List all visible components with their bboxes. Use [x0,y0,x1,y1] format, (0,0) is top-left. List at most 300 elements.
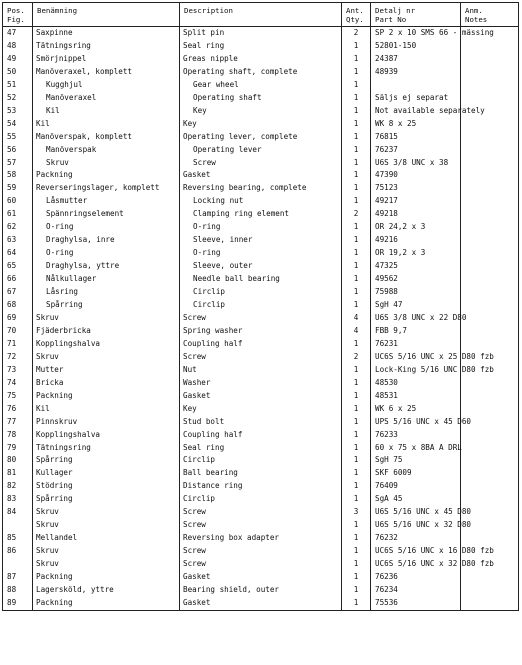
table-row [3,195,519,208]
row-qty: 3 [342,506,371,519]
row-description: Screw [180,157,342,170]
row-notes [461,597,519,610]
table-row [3,312,519,325]
table-header-row [3,3,519,27]
row-part-no: 75123 [371,182,461,195]
row-swedish-name: Kil [33,403,180,416]
table-row [3,338,519,351]
row-pos: 50 [7,66,17,76]
row-description: Gasket [180,169,342,182]
row-qty: 1 [342,377,371,390]
row-description: Distance ring [180,480,342,493]
row-part-no: Säljs ej separat [371,92,461,105]
row-qty: 1 [342,545,371,558]
row-qty: 1 [342,480,371,493]
row-notes [461,429,519,442]
row-description: Ball bearing [180,467,342,480]
row-pos: 52 [7,92,17,102]
row-notes [461,208,519,221]
row-description: Screw [180,519,342,532]
table-body [3,27,519,611]
row-part-no: 48939 [371,66,461,79]
row-description: Gear wheel [180,79,342,92]
table-row [3,53,519,66]
row-notes [461,286,519,299]
row-part-no: Not available separately [371,105,461,118]
row-description: Circlip [180,454,342,467]
table-row [3,208,519,221]
row-part-no: UC6S 5/16 UNC x 32 D80 fzb [371,558,461,571]
row-notes [461,325,519,338]
row-part-no: 75988 [371,286,461,299]
row-description: Screw [180,558,342,571]
row-notes [461,53,519,66]
row-pos: 64 [7,248,17,258]
row-qty: 1 [342,429,371,442]
row-pos: 80 [7,455,17,465]
row-pos: 49 [7,53,17,63]
row-notes [461,442,519,455]
row-qty: 1 [342,92,371,105]
row-swedish-name: Skruv [33,519,180,532]
table-row [3,545,519,558]
row-part-no: 24387 [371,53,461,66]
row-description: O-ring [180,247,342,260]
row-swedish-name: Tätningsring [33,442,180,455]
row-pos: 69 [7,312,17,322]
row-swedish-name: Draghylsa, yttre [33,260,180,273]
row-pos: 58 [7,170,17,180]
row-pos: 86 [7,546,17,556]
row-description: Key [180,118,342,131]
row-description: Locking nut [180,195,342,208]
table-row [3,66,519,79]
row-pos [3,558,33,571]
table-row [3,273,519,286]
row-pos [3,519,33,532]
row-qty: 1 [342,519,371,532]
table-row [3,506,519,519]
row-pos: 89 [7,597,17,607]
row-part-no: 49562 [371,273,461,286]
row-notes [461,131,519,144]
row-part-no: 76409 [371,480,461,493]
row-qty: 1 [342,403,371,416]
row-qty: 1 [342,338,371,351]
row-swedish-name: Manöverspak [33,144,180,157]
table-row [3,364,519,377]
row-part-no: 76234 [371,584,461,597]
row-qty: 1 [342,416,371,429]
row-description: Stud bolt [180,416,342,429]
table-row [3,493,519,506]
row-description: Reversing box adapter [180,532,342,545]
row-part-no: 75536 [371,597,461,610]
row-pos: 81 [7,468,17,478]
row-notes [461,92,519,105]
row-qty: 1 [342,182,371,195]
row-qty: 1 [342,53,371,66]
row-description: O-ring [180,221,342,234]
row-description: Key [180,105,342,118]
row-qty: 4 [342,312,371,325]
row-description: Coupling half [180,338,342,351]
row-description: Sleeve, inner [180,234,342,247]
row-description: Circlip [180,286,342,299]
row-description: Gasket [180,571,342,584]
row-part-no: 49217 [371,195,461,208]
table-row [3,532,519,545]
row-swedish-name: O-ring [33,247,180,260]
table-row [3,558,519,571]
row-swedish-name: Manöverspak, komplett [33,131,180,144]
table-row [3,169,519,182]
table-row [3,480,519,493]
row-swedish-name: Kugghjul [33,79,180,92]
table-row [3,351,519,364]
row-description: Gasket [180,390,342,403]
row-description: Operating lever [180,144,342,157]
row-part-no: UC6S 5/16 UNC x 16 D80 fzb [371,545,461,558]
row-description: Operating shaft, complete [180,66,342,79]
row-description: Circlip [180,299,342,312]
row-description: Reversing bearing, complete [180,182,342,195]
row-pos: 71 [7,338,17,348]
header-swedish-name: Benämning [33,3,180,27]
row-description: Screw [180,506,342,519]
table-row [3,454,519,467]
row-pos: 63 [7,235,17,245]
row-swedish-name: Skruv [33,506,180,519]
row-part-no: 52801-150 [371,40,461,53]
table-row [3,144,519,157]
header-notes: Anm. Notes [461,3,519,27]
row-swedish-name: Manöveraxel [33,92,180,105]
row-qty: 1 [342,105,371,118]
row-part-no: SKF 6009 [371,467,461,480]
row-qty: 1 [342,131,371,144]
row-part-no: 76237 [371,144,461,157]
row-qty: 1 [342,247,371,260]
row-description: Circlip [180,493,342,506]
row-qty: 1 [342,79,371,92]
row-part-no: 47390 [371,169,461,182]
row-part-no: UC6S 5/16 UNC x 25 D80 fzb [371,351,461,364]
row-notes [461,377,519,390]
row-notes [461,299,519,312]
row-notes [461,79,519,92]
row-qty: 1 [342,234,371,247]
row-description: Screw [180,351,342,364]
row-description: Greas nipple [180,53,342,66]
row-swedish-name: Nålkullager [33,273,180,286]
row-part-no: 48531 [371,390,461,403]
row-qty: 2 [342,208,371,221]
row-description: Seal ring [180,40,342,53]
table-row [3,79,519,92]
table-row [3,182,519,195]
row-swedish-name: Skruv [33,351,180,364]
row-notes [461,144,519,157]
row-description: Gasket [180,597,342,610]
row-description: Coupling half [180,429,342,442]
row-part-no: 76236 [371,571,461,584]
table-row [3,260,519,273]
row-qty: 1 [342,532,371,545]
row-swedish-name: Spännringselement [33,208,180,221]
row-notes [461,571,519,584]
row-notes [461,454,519,467]
row-part-no: SgH 47 [371,299,461,312]
row-description: Bearing shield, outer [180,584,342,597]
row-part-no: 76233 [371,429,461,442]
row-swedish-name: Skruv [33,545,180,558]
row-description: Key [180,403,342,416]
row-description: Clamping ring element [180,208,342,221]
row-pos: 61 [7,209,17,219]
table-row [3,597,519,610]
row-pos: 60 [7,196,17,206]
row-part-no: U6S 3/8 UNC x 38 [371,157,461,170]
table-row [3,325,519,338]
row-pos: 53 [7,105,17,115]
row-pos: 66 [7,274,17,284]
parts-table [2,2,519,611]
row-pos: 74 [7,377,17,387]
row-description: Seal ring [180,442,342,455]
row-qty: 1 [342,169,371,182]
row-part-no: FBB 9,7 [371,325,461,338]
row-notes [461,584,519,597]
table-row [3,286,519,299]
row-pos: 72 [7,351,17,361]
row-swedish-name: Reverseringslager, komplett [33,182,180,195]
row-description: Screw [180,545,342,558]
row-qty: 1 [342,221,371,234]
parts-list-page [2,2,520,663]
row-description: Operating shaft [180,92,342,105]
row-pos: 55 [7,131,17,141]
row-part-no: OR 24,2 x 3 [371,221,461,234]
row-swedish-name: Kullager [33,467,180,480]
row-swedish-name: Spårring [33,299,180,312]
row-pos: 75 [7,390,17,400]
table-row [3,234,519,247]
row-qty: 1 [342,584,371,597]
row-part-no: OR 19,2 x 3 [371,247,461,260]
row-pos: 47 [7,28,17,37]
row-part-no: SgH 75 [371,454,461,467]
row-notes [461,66,519,79]
row-notes [461,195,519,208]
row-part-no: SP 2 x 10 SMS 66 - mässing [371,27,461,40]
table-row [3,403,519,416]
row-notes [461,467,519,480]
row-qty: 1 [342,299,371,312]
table-row [3,416,519,429]
row-qty: 4 [342,325,371,338]
row-swedish-name: Låsring [33,286,180,299]
table-row [3,519,519,532]
row-notes [461,157,519,170]
table-row [3,221,519,234]
row-pos: 51 [7,79,17,89]
row-qty: 1 [342,467,371,480]
row-pos: 78 [7,429,17,439]
row-part-no: WK 6 x 25 [371,403,461,416]
row-qty: 1 [342,558,371,571]
row-part-no: U6S 5/16 UNC x 32 D80 [371,519,461,532]
row-qty: 1 [342,157,371,170]
row-part-no: 49218 [371,208,461,221]
row-swedish-name: O-ring [33,221,180,234]
row-pos: 87 [7,572,17,582]
row-pos: 76 [7,403,17,413]
row-part-no [371,79,461,92]
row-part-no: 76232 [371,532,461,545]
row-notes [461,480,519,493]
row-notes [461,532,519,545]
row-part-no: WK 8 x 25 [371,118,461,131]
row-description: Split pin [180,27,342,40]
row-part-no: U6S 3/8 UNC x 22 D80 [371,312,461,325]
row-swedish-name: Packning [33,571,180,584]
row-swedish-name: Skruv [33,157,180,170]
row-part-no: 49216 [371,234,461,247]
table-row [3,442,519,455]
table-row [3,247,519,260]
row-notes [461,118,519,131]
row-swedish-name: Smörjnippel [33,53,180,66]
row-swedish-name: Draghylsa, inre [33,234,180,247]
row-qty: 1 [342,493,371,506]
row-part-no: UPS 5/16 UNC x 45 D60 [371,416,461,429]
row-description: Washer [180,377,342,390]
row-pos: 67 [7,287,17,297]
table-row [3,467,519,480]
row-pos: 85 [7,533,17,543]
row-qty: 1 [342,40,371,53]
table-row [3,27,519,40]
row-qty: 1 [342,273,371,286]
row-swedish-name: Packning [33,597,180,610]
row-pos: 62 [7,222,17,232]
row-description: Nut [180,364,342,377]
row-swedish-name: Packning [33,390,180,403]
row-pos: 56 [7,144,17,154]
row-pos: 48 [7,40,17,50]
row-notes [461,390,519,403]
row-part-no: 47325 [371,260,461,273]
row-notes [461,221,519,234]
row-pos: 65 [7,261,17,271]
row-part-no: 48530 [371,377,461,390]
row-pos: 82 [7,481,17,491]
row-qty: 1 [342,571,371,584]
row-swedish-name: Stödring [33,480,180,493]
table-row [3,390,519,403]
row-description: Sleeve, outer [180,260,342,273]
row-part-no: 60 x 75 x 8BA A DRL [371,442,461,455]
row-pos: 54 [7,118,17,128]
row-pos: 88 [7,584,17,594]
row-pos: 73 [7,364,17,374]
row-qty: 2 [342,27,371,40]
row-notes [461,234,519,247]
row-qty: 1 [342,195,371,208]
table-row [3,571,519,584]
table-row [3,377,519,390]
row-swedish-name: Pinnskruv [33,416,180,429]
header-description: Description [180,3,342,27]
table-row [3,40,519,53]
row-swedish-name: Mutter [33,364,180,377]
row-qty: 1 [342,144,371,157]
header-part-no: Detalj nr Part No [371,3,461,27]
row-qty: 1 [342,454,371,467]
table-row [3,118,519,131]
row-swedish-name: Bricka [33,377,180,390]
row-swedish-name: Kil [33,105,180,118]
row-description: Needle ball bearing [180,273,342,286]
row-notes [461,182,519,195]
table-row [3,299,519,312]
row-description: Operating lever, complete [180,131,342,144]
row-description: Screw [180,312,342,325]
row-pos: 57 [7,157,17,167]
table-row [3,105,519,118]
row-part-no: Lock-King 5/16 UNC D80 fzb [371,364,461,377]
row-swedish-name: Saxpinne [33,27,180,40]
row-qty: 1 [342,286,371,299]
row-qty: 1 [342,390,371,403]
row-notes [461,312,519,325]
row-swedish-name: Packning [33,169,180,182]
row-qty: 2 [342,351,371,364]
table-row [3,131,519,144]
row-swedish-name: Lagersköld, yttre [33,584,180,597]
row-part-no: 76815 [371,131,461,144]
row-swedish-name: Skruv [33,312,180,325]
row-part-no: 76231 [371,338,461,351]
row-pos: 70 [7,325,17,335]
row-swedish-name: Fjäderbricka [33,325,180,338]
row-swedish-name: Kopplingshalva [33,429,180,442]
row-qty: 1 [342,442,371,455]
row-swedish-name: Låsmutter [33,195,180,208]
row-swedish-name: Manöveraxel, komplett [33,66,180,79]
row-notes [461,40,519,53]
header-qty: Ant. Qty. [342,3,371,27]
row-part-no: SgA 45 [371,493,461,506]
row-qty: 1 [342,260,371,273]
row-notes [461,403,519,416]
row-swedish-name: Spårring [33,454,180,467]
row-pos: 83 [7,494,17,504]
row-pos: 79 [7,442,17,452]
row-part-no: U6S 5/16 UNC x 45 D80 [371,506,461,519]
row-qty: 1 [342,364,371,377]
row-notes [461,338,519,351]
row-pos: 84 [7,507,17,517]
row-swedish-name: Mellandel [33,532,180,545]
row-notes [461,493,519,506]
table-row [3,157,519,170]
row-pos: 59 [7,183,17,193]
row-swedish-name: Kil [33,118,180,131]
row-pos: 77 [7,416,17,426]
row-qty: 1 [342,118,371,131]
